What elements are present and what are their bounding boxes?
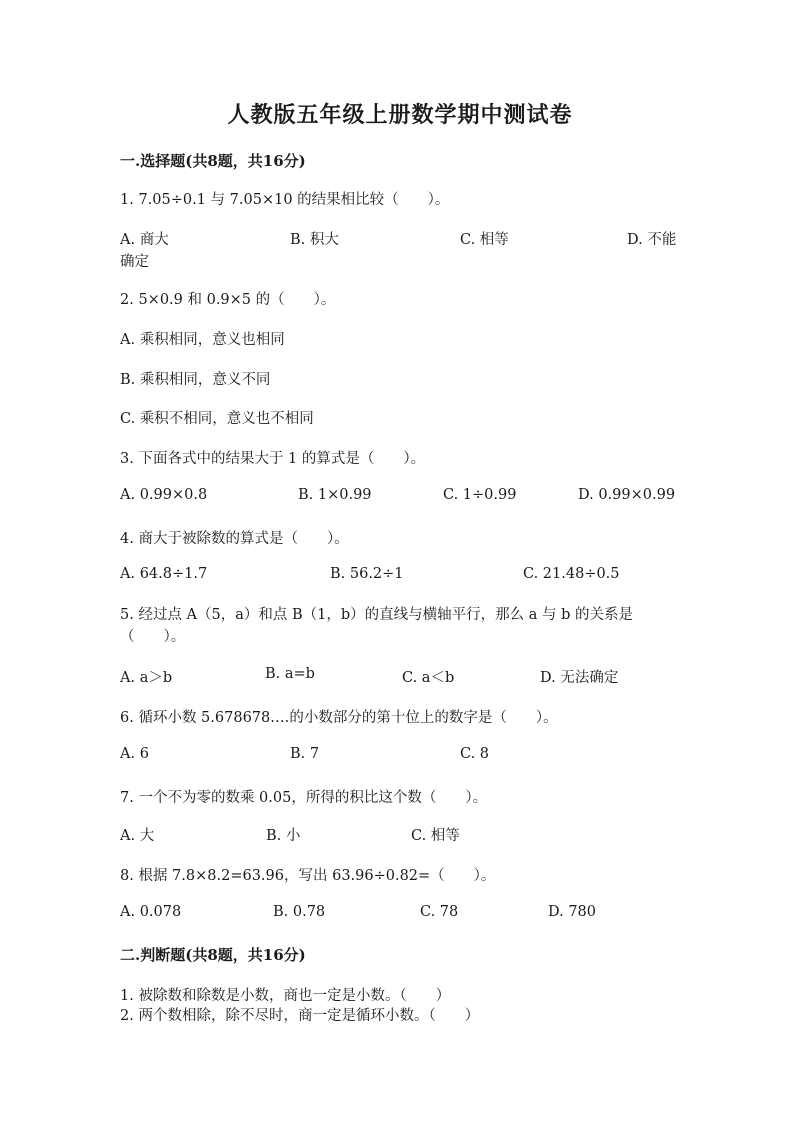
option-3a: A. 0.99×0.8 xyxy=(120,487,208,503)
option-3c: C. 1÷0.99 xyxy=(443,487,517,503)
option-5a: A. a＞b xyxy=(120,670,173,686)
option-6a: A. 6 xyxy=(120,746,149,762)
option-6c: C. 8 xyxy=(460,746,490,762)
option-2a: A. 乘积相同，意义也相同 xyxy=(120,332,285,348)
question-7: 7. 一个不为零的数乘 0.05，所得的积比这个数（ ）。 xyxy=(120,790,488,806)
section-heading-true-false: 二.判断题(共8题，共16分) xyxy=(120,946,306,964)
option-5c: C. a＜b xyxy=(402,670,455,686)
question-3: 3. 下面各式中的结果大于 1 的算式是（ ）。 xyxy=(120,451,426,467)
option-8b: B. 0.78 xyxy=(273,904,326,920)
judgment-question-1: 1. 被除数和除数是小数，商也一定是小数。（ ） xyxy=(120,988,451,1004)
question-1: 1. 7.05÷0.1 与 7.05×10 的结果相比较（ ）。 xyxy=(120,192,450,208)
question-4: 4. 商大于被除数的算式是（ ）。 xyxy=(120,531,349,547)
option-3b: B. 1×0.99 xyxy=(298,487,372,503)
option-2b: B. 乘积相同，意义不同 xyxy=(120,372,271,388)
option-8c: C. 78 xyxy=(420,904,459,920)
question-6: 6. 循环小数 5.678678.…的小数部分的第十位上的数字是（ ）。 xyxy=(120,710,558,726)
option-8d: D. 780 xyxy=(548,904,597,920)
option-5b: B. a=b xyxy=(265,666,315,682)
section-heading-multiple-choice: 一.选择题(共8题，共16分) xyxy=(120,152,306,170)
option-4b: B. 56.2÷1 xyxy=(330,566,404,582)
page-title: 人教版五年级上册数学期中测试卷 xyxy=(227,102,573,128)
option-7b: B. 小 xyxy=(266,828,301,844)
judgment-question-2: 2. 两个数相除，除不尽时，商一定是循环小数。（ ） xyxy=(120,1008,480,1024)
option-4c: C. 21.48÷0.5 xyxy=(523,566,620,582)
option-1a: A. 商大 xyxy=(120,232,169,248)
option-3d: D. 0.99×0.99 xyxy=(578,487,676,503)
option-8a: A. 0.078 xyxy=(120,904,182,920)
option-6b: B. 7 xyxy=(290,746,320,762)
option-7a: A. 大 xyxy=(120,828,155,844)
option-1d: D. 不能 xyxy=(627,232,677,248)
option-1c: C. 相等 xyxy=(460,232,509,248)
option-2c: C. 乘积不相同，意义也不相同 xyxy=(120,411,314,427)
option-1d-continuation: 确定 xyxy=(120,254,149,270)
option-1b: B. 积大 xyxy=(290,232,339,248)
option-5d: D. 无法确定 xyxy=(540,670,619,686)
question-5: 5. 经过点 A（5，a）和点 B（1，b）的直线与横轴平行，那么 a 与 b 的关系是（ ）。 xyxy=(120,607,634,645)
question-8: 8. 根据 7.8×8.2=63.96，写出 63.96÷0.82=（ ）。 xyxy=(120,868,496,884)
option-7c: C. 相等 xyxy=(411,828,460,844)
option-4a: A. 64.8÷1.7 xyxy=(120,566,208,582)
question-2: 2. 5×0.9 和 0.9×5 的（ ）。 xyxy=(120,292,336,308)
